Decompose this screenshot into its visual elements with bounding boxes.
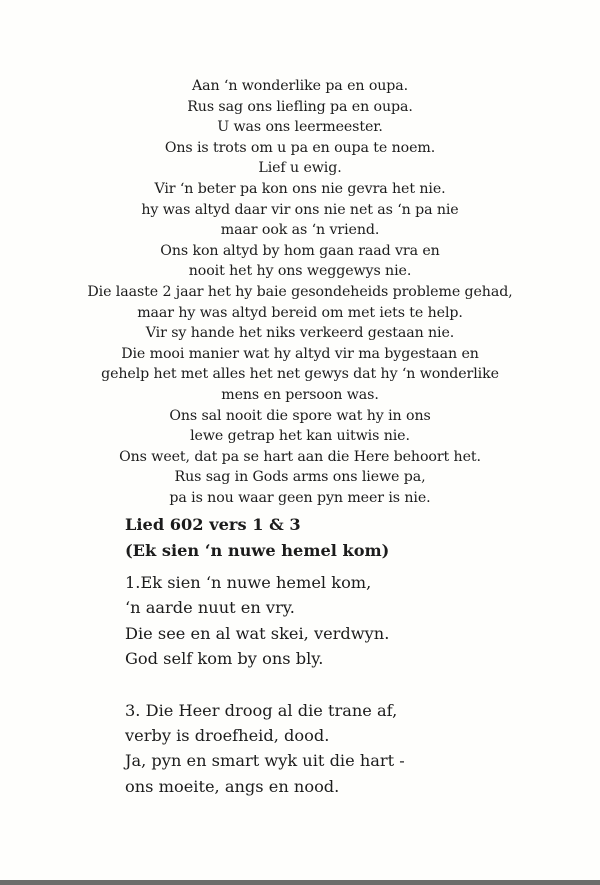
poem-line: U was ons leermeester. [217, 119, 383, 136]
poem-line: Die mooi manier wat hy altyd vir ma bygestaan en [121, 345, 479, 362]
poem-line: maar hy was altyd bereid om met iets te help. [137, 304, 463, 321]
poem-line: Ons weet, dat pa se hart aan die Here behoort het. [119, 448, 481, 465]
verse-line: 1.Ek sien ‘n nuwe hemel kom, [125, 573, 372, 592]
poem-line: Ons kon altyd by hom gaan raad vra en [160, 242, 440, 259]
poem-line: Aan ‘n wonderlike pa en oupa. [191, 78, 409, 94]
poem-line: Ons is trots om u pa en oupa te noem. [164, 139, 436, 156]
hymn-subtitle: (Ek sien ‘n nuwe hemel kom) [125, 541, 390, 560]
poem-line: Ons sal nooit die spore wat hy in ons [169, 407, 431, 424]
poem-line: Lief u ewig. [258, 160, 342, 177]
poem-line: Vir ‘n beter pa kon ons nie gevra het nie. [154, 180, 446, 197]
poem-line: Die laaste 2 jaar het hy baie gesondeheids probleme gehad, [87, 283, 513, 300]
scan-bottom-edge [0, 880, 600, 885]
poem-line: gehelp het met alles het net gewys dat hy ‘n wonderlike [101, 366, 499, 383]
hymn-section [125, 512, 545, 799]
verse-line: God self kom by ons bly. [125, 649, 324, 669]
poem-line: hy was altyd daar vir ons nie net as ‘n pa nie [141, 201, 459, 218]
verse-line: Die see en al wat skei, verdwyn. [125, 623, 390, 643]
poem-line: nooit het hy ons weggewys nie. [188, 263, 412, 280]
tribute-poem [0, 76, 600, 508]
verse-line: ons moeite, angs en nood. [125, 776, 340, 796]
poem-line: Vir sy hande het niks verkeerd gestaan nie. [145, 325, 455, 342]
verse-line: 3. Die Heer droog al die trane af, [125, 700, 398, 720]
verse-line: ‘n aarde nuut en vry. [125, 598, 295, 618]
poem-line: Rus sag ons liefling pa en oupa. [187, 98, 413, 115]
poem-line: lewe getrap het kan uitwis nie. [190, 428, 410, 445]
hymn-verse-1 [125, 570, 545, 672]
poem-line: pa is nou waar geen pyn meer is nie. [169, 489, 431, 506]
poem-line: Rus sag in Gods arms ons liewe pa, [174, 469, 426, 486]
poem-line: maar ook as ‘n vriend. [220, 222, 380, 239]
hymn-title: Lied 602 vers 1 & 3 [125, 515, 301, 534]
verse-line: Ja, pyn en smart wyk uit die hart - [125, 751, 405, 771]
verse-line: verby is droefheid, dood. [125, 726, 330, 746]
poem-line: mens en persoon was. [221, 386, 379, 403]
hymn-verse-3 [125, 698, 545, 800]
